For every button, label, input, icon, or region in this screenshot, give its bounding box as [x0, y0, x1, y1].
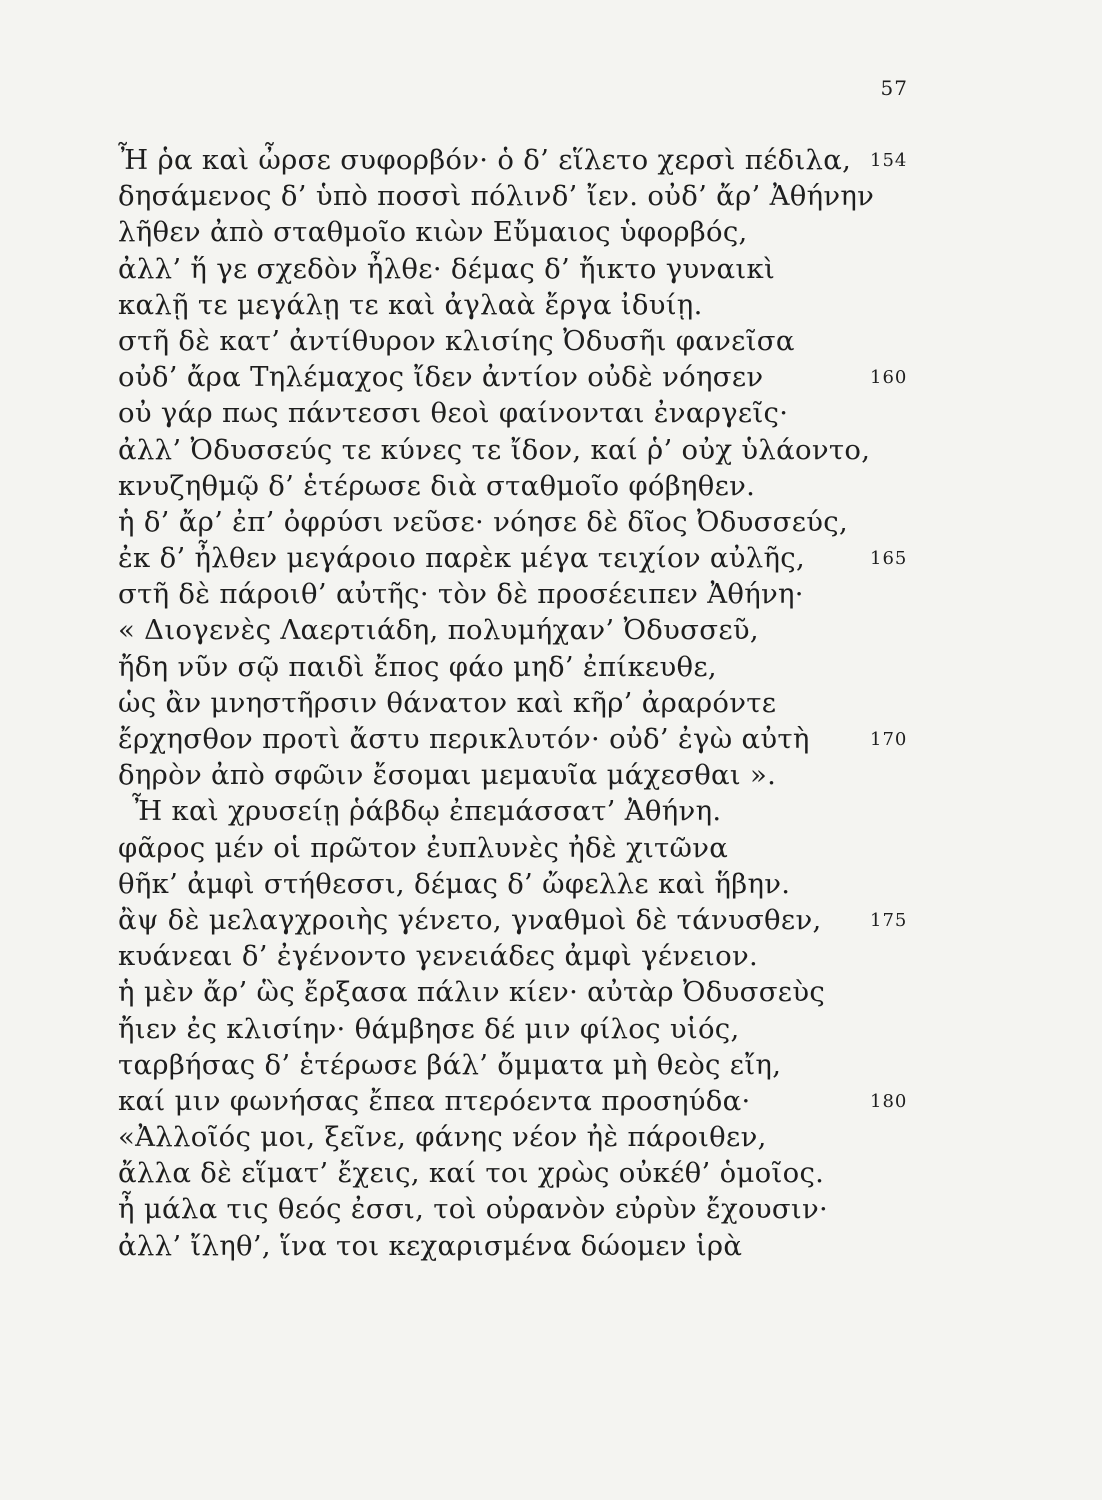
verse-line [118, 504, 918, 540]
verse-text: δηρὸν ἀπὸ σφῶιν ἔσομαι μεμαυῖα μάχεσθαι ». [118, 759, 777, 792]
verse-text: ἡ δ’ ἄρ’ ἐπ’ ὀφρύσι νεῦσε· νόησε δὲ δῖος Ὀδυσσεύς, [118, 505, 849, 538]
verse-line [118, 974, 918, 1010]
verse-line [118, 721, 918, 757]
verse-line [118, 1155, 918, 1191]
verse-text: ἀλλ’ ἴληθ’, ἵνα τοι κεχαρισμένα δώομεν ἱρὰ [118, 1229, 743, 1262]
verse-text: Ἦ ῥα καὶ ὦρσε συφορβόν· ὁ δ’ εἵλετο χερσὶ πέδιλα, [118, 144, 852, 176]
verse-text: λῆθεν ἀπὸ σταθμοῖο κιὼν Εὔμαιος ὑφορβός, [118, 216, 748, 249]
line-number: 165 [870, 548, 908, 570]
verse-line [118, 576, 918, 612]
verse-line [118, 685, 918, 721]
verse-line [118, 830, 918, 866]
verse-text: ταρβήσας δ’ ἑτέρωσε βάλ’ ὄμματα μὴ θεὸς εἴη, [118, 1048, 782, 1081]
verse-text: κυάνεαι δ’ ἐγένοντο γενειάδες ἀμφὶ γένειον. [118, 940, 759, 973]
verse-text: ἔρχησθον προτὶ ἄστυ περικλυτόν· οὐδ’ ἐγὼ αὐτὴ [118, 723, 810, 755]
verse-text: ἤδη νῦν σῷ παιδὶ ἔπος φάο μηδ’ ἐπίκευθε, [118, 650, 717, 683]
line-number: 160 [870, 367, 908, 389]
verse-text: δησάμενος δ’ ὑπὸ ποσσὶ πόλινδ’ ἴεν. οὐδ’ ἄρ’ Ἀθήνην [118, 180, 875, 213]
verse-text: ἀλλ’ Ὀδυσσεύς τε κύνες τε ἴδον, καί ῥ’ οὐχ ὑλάοντο, [118, 433, 871, 466]
verse-text: «Ἀλλοῖός μοι, ξεῖνε, φάνης νέον ἠὲ πάροιθεν, [118, 1121, 767, 1154]
verse-line [118, 1228, 918, 1264]
verse-text: καλῇ τε μεγάλῃ τε καὶ ἀγλαὰ ἔργα ἰδυίῃ. [118, 288, 703, 321]
verse-line [118, 142, 918, 178]
verse-line [118, 866, 918, 902]
verse-line [118, 793, 918, 829]
verse-text: θῆκ’ ἀμφὶ στήθεσσι, δέμας δ’ ὤφελλε καὶ ἥβην. [118, 867, 791, 900]
verse-line [118, 902, 918, 938]
verse-text: ἐκ δ’ ἦλθεν μεγάροιο παρὲκ μέγα τειχίον αὐλῆς, [118, 542, 806, 575]
verse-line [118, 468, 918, 504]
verse-text: στῆ δὲ κατ’ ἀντίθυρον κλισίης Ὀδυσῆι φανεῖσα [118, 324, 795, 357]
verse-line [118, 757, 918, 793]
verse-line [118, 1119, 918, 1155]
verse-line [118, 1047, 918, 1083]
verse-text: ἦ μάλα τις θεός ἐσσι, τοὶ οὐρανὸν εὐρὺν ἔχουσιν· [118, 1193, 829, 1226]
verse-text: οὐδ’ ἄρα Τηλέμαχος ἴδεν ἀντίον οὐδὲ νόησεν [118, 361, 764, 394]
verse-text: ἀλλ’ ἥ γε σχεδὸν ἦλθε· δέμας δ’ ἤικτο γυναικὶ [118, 252, 776, 285]
verse-text: οὐ γάρ πως πάντεσσι θεοὶ φαίνονται ἐναργεῖς· [118, 397, 789, 430]
verse-text: ὡς ἂν μνηστῆρσιν θάνατον καὶ κῆρ’ ἀραρόντε [118, 686, 777, 719]
verse-text: ἂψ δὲ μελαγχροιὴς γένετο, γναθμοὶ δὲ τάνυσθεν, [118, 903, 822, 936]
verse-text: στῆ δὲ πάροιθ’ αὐτῆς· τὸν δὲ προσέειπεν Ἀθήνη· [118, 578, 804, 611]
verse-text: ἄλλα δὲ εἵματ’ ἔχεις, καί τοι χρὼς οὐκέθ’ ὁμοῖος. [118, 1157, 825, 1190]
verse-line [118, 251, 918, 287]
verse-line [118, 1083, 918, 1119]
verse-text: « Διογενὲς Λαερτιάδη, πολυμήχαν’ Ὀδυσσεῦ, [118, 614, 759, 647]
verse-line [118, 938, 918, 974]
verse-line [118, 432, 918, 468]
line-number: 180 [870, 1090, 908, 1112]
verse-line [118, 359, 918, 395]
verse-block [118, 142, 918, 1264]
page-number: 57 [880, 76, 908, 100]
verse-line [118, 323, 918, 359]
line-number: 175 [870, 909, 908, 931]
verse-line [118, 178, 918, 214]
line-number: 170 [870, 729, 908, 750]
verse-text: ἡ μὲν ἄρ’ ὣς ἔρξασα πάλιν κίεν· αὐτὰρ Ὀδυσσεὺς [118, 976, 826, 1009]
verse-line [118, 1191, 918, 1227]
verse-text: Ἦ καὶ χρυσείῃ ῥάβδῳ ἐπεμάσσατ’ Ἀθήνη. [132, 795, 722, 828]
verse-text: κνυζηθμῷ δ’ ἑτέρωσε διὰ σταθμοῖο φόβηθεν. [118, 469, 756, 502]
verse-line [118, 1011, 918, 1047]
verse-line [118, 395, 918, 431]
verse-line [118, 612, 918, 648]
verse-text: καί μιν φωνήσας ἔπεα πτερόεντα προσηύδα· [118, 1084, 751, 1117]
line-number: 154 [870, 150, 908, 171]
verse-line [118, 214, 918, 250]
verse-text: ἤιεν ἐς κλισίην· θάμβησε δέ μιν φίλος υἱός, [118, 1012, 740, 1045]
verse-line [118, 287, 918, 323]
verse-text: φᾶρος μέν οἱ πρῶτον ἐυπλυνὲς ἠδὲ χιτῶνα [118, 831, 729, 864]
verse-line [118, 649, 918, 685]
verse-line [118, 540, 918, 576]
